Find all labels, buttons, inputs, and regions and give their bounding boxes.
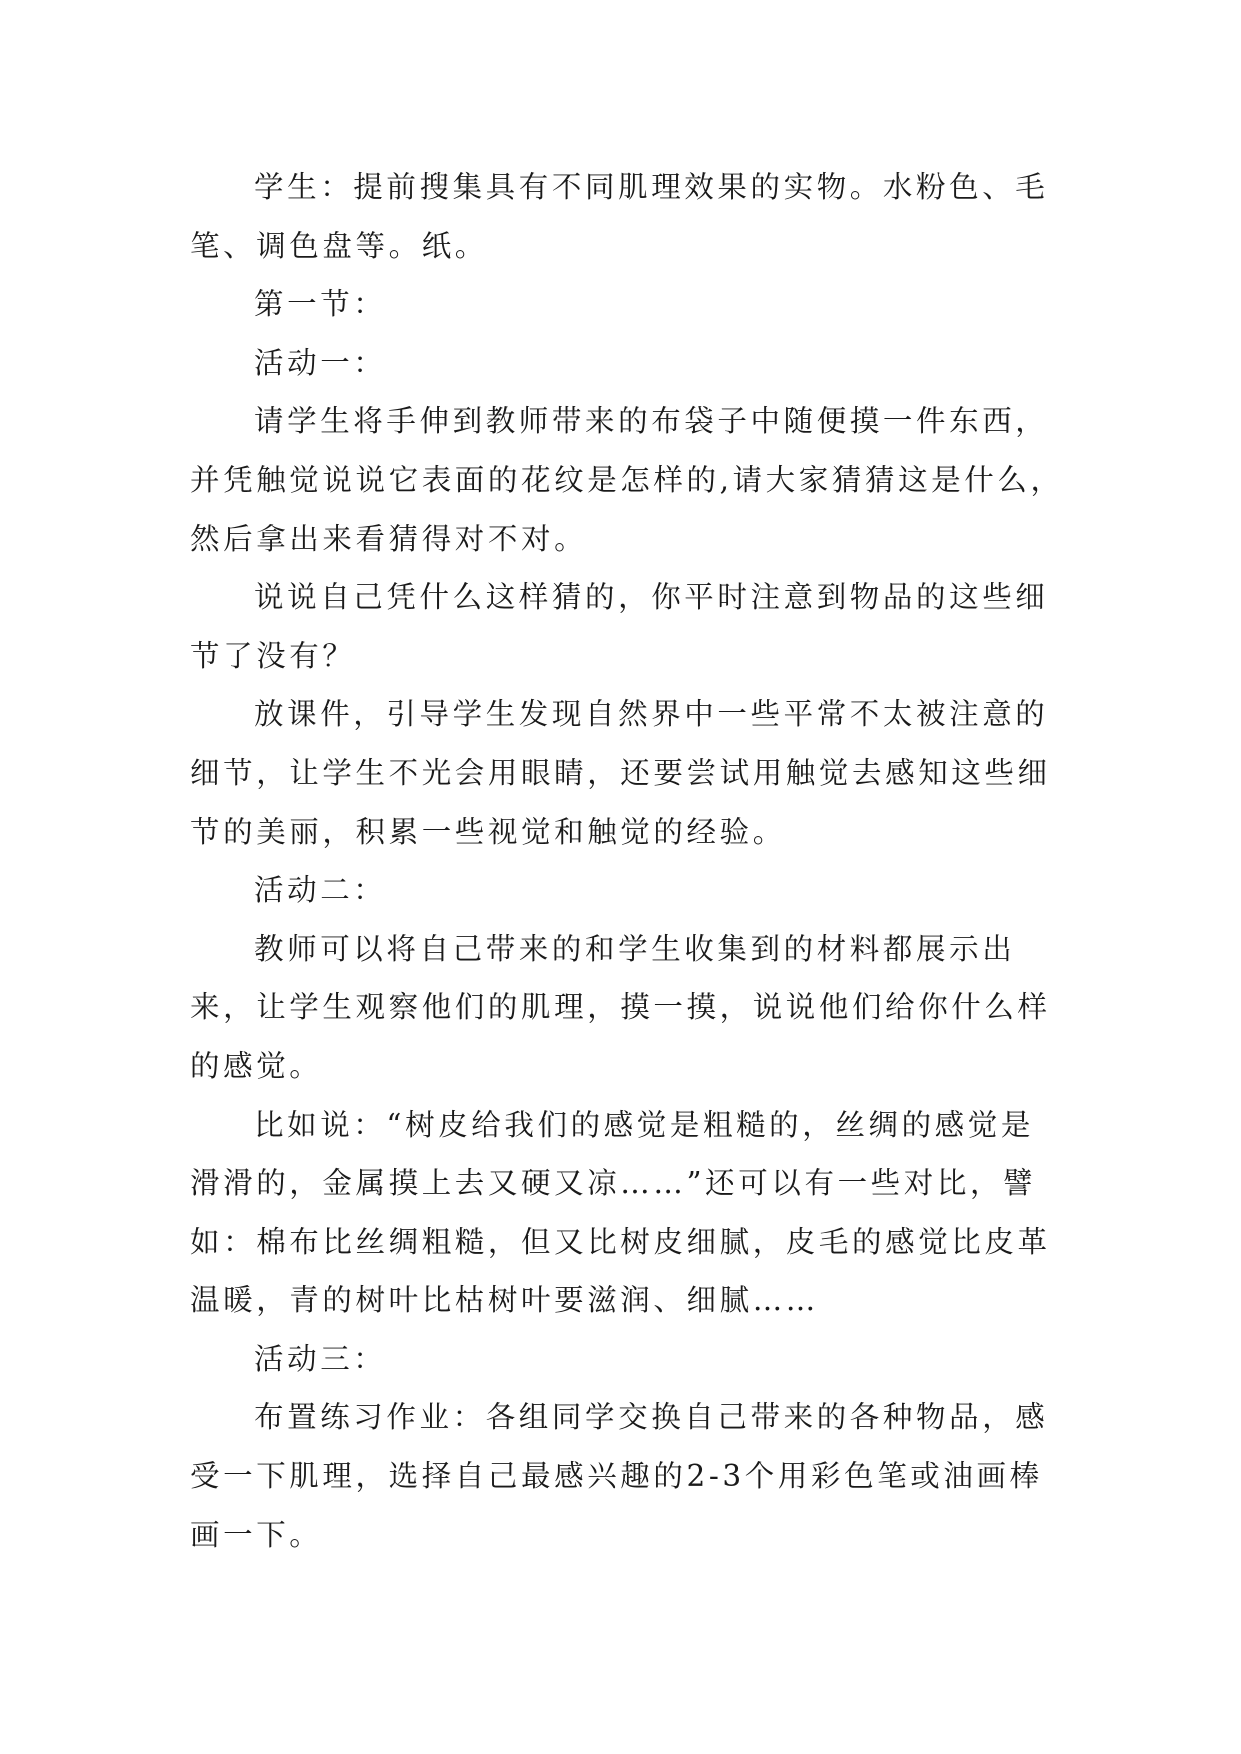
paragraph-materials [190, 158, 1052, 275]
text-line: 节了没有？ [190, 638, 356, 673]
text-line: 第一节： [254, 287, 387, 322]
activity-heading [190, 334, 1052, 393]
paragraph-question [190, 568, 1052, 685]
text-line: 说说自己凭什么这样猜的，你平时注意到物品的这些细 [254, 580, 1049, 615]
activity-heading [190, 1330, 1052, 1389]
text-line: 节的美丽，积累一些视觉和触觉的经验。 [190, 814, 786, 849]
text-line: 受一下肌理，选择自己最感兴趣的2-3个用彩色笔或油画棒 [190, 1459, 1043, 1494]
text-line: 如：棉布比丝绸粗糙，但又比树皮细腻，皮毛的感觉比皮革 [190, 1224, 1051, 1259]
paragraph-activity-two [190, 920, 1052, 1096]
paragraph-activity-one [190, 392, 1064, 568]
text-line: 然后拿出来看猜得对不对。 [190, 521, 588, 556]
text-line: 学生：提前搜集具有不同肌理效果的实物。水粉色、毛 [254, 170, 1049, 204]
section-heading [190, 275, 1052, 334]
text-line: 布置练习作业：各组同学交换自己带来的各种物品，感 [254, 1400, 1049, 1435]
text-line: 比如说：“树皮给我们的感觉是粗糙的，丝绸的感觉是 [254, 1107, 1034, 1142]
text-line: 温暖，青的树叶比枯树叶要滋润、细腻…… [190, 1283, 819, 1318]
activity-heading [190, 861, 1052, 920]
document-body [190, 158, 1064, 1564]
text-line: 滑滑的，金属摸上去又硬又凉……”还可以有一些对比，譬 [190, 1166, 1037, 1201]
text-line: 细节，让学生不光会用眼睛，还要尝试用触觉去感知这些细 [190, 755, 1051, 790]
text-line: 来，让学生观察他们的肌理，摸一摸，说说他们给你什么样 [190, 990, 1051, 1025]
text-line: 放课件，引导学生发现自然界中一些平常不太被注意的 [254, 697, 1049, 732]
paragraph-example [190, 1096, 1052, 1330]
text-line: 并凭触觉说说它表面的花纹是怎样的,请大家猜猜这是什么， [190, 462, 1064, 497]
text-line: 活动一： [254, 345, 387, 380]
text-line: 的感觉。 [190, 1048, 323, 1083]
paragraph-assignment [190, 1388, 1052, 1564]
text-line: 请学生将手伸到教师带来的布袋子中随便摸一件东西， [254, 404, 1049, 439]
text-line: 笔、调色盘等。纸。 [190, 228, 488, 263]
text-line: 活动二： [254, 873, 387, 908]
text-line: 教师可以将自己带来的和学生收集到的材料都展示出 [254, 931, 1016, 966]
text-line: 画一下。 [190, 1517, 323, 1552]
paragraph-courseware [190, 685, 1052, 861]
text-line: 活动三： [254, 1341, 387, 1376]
